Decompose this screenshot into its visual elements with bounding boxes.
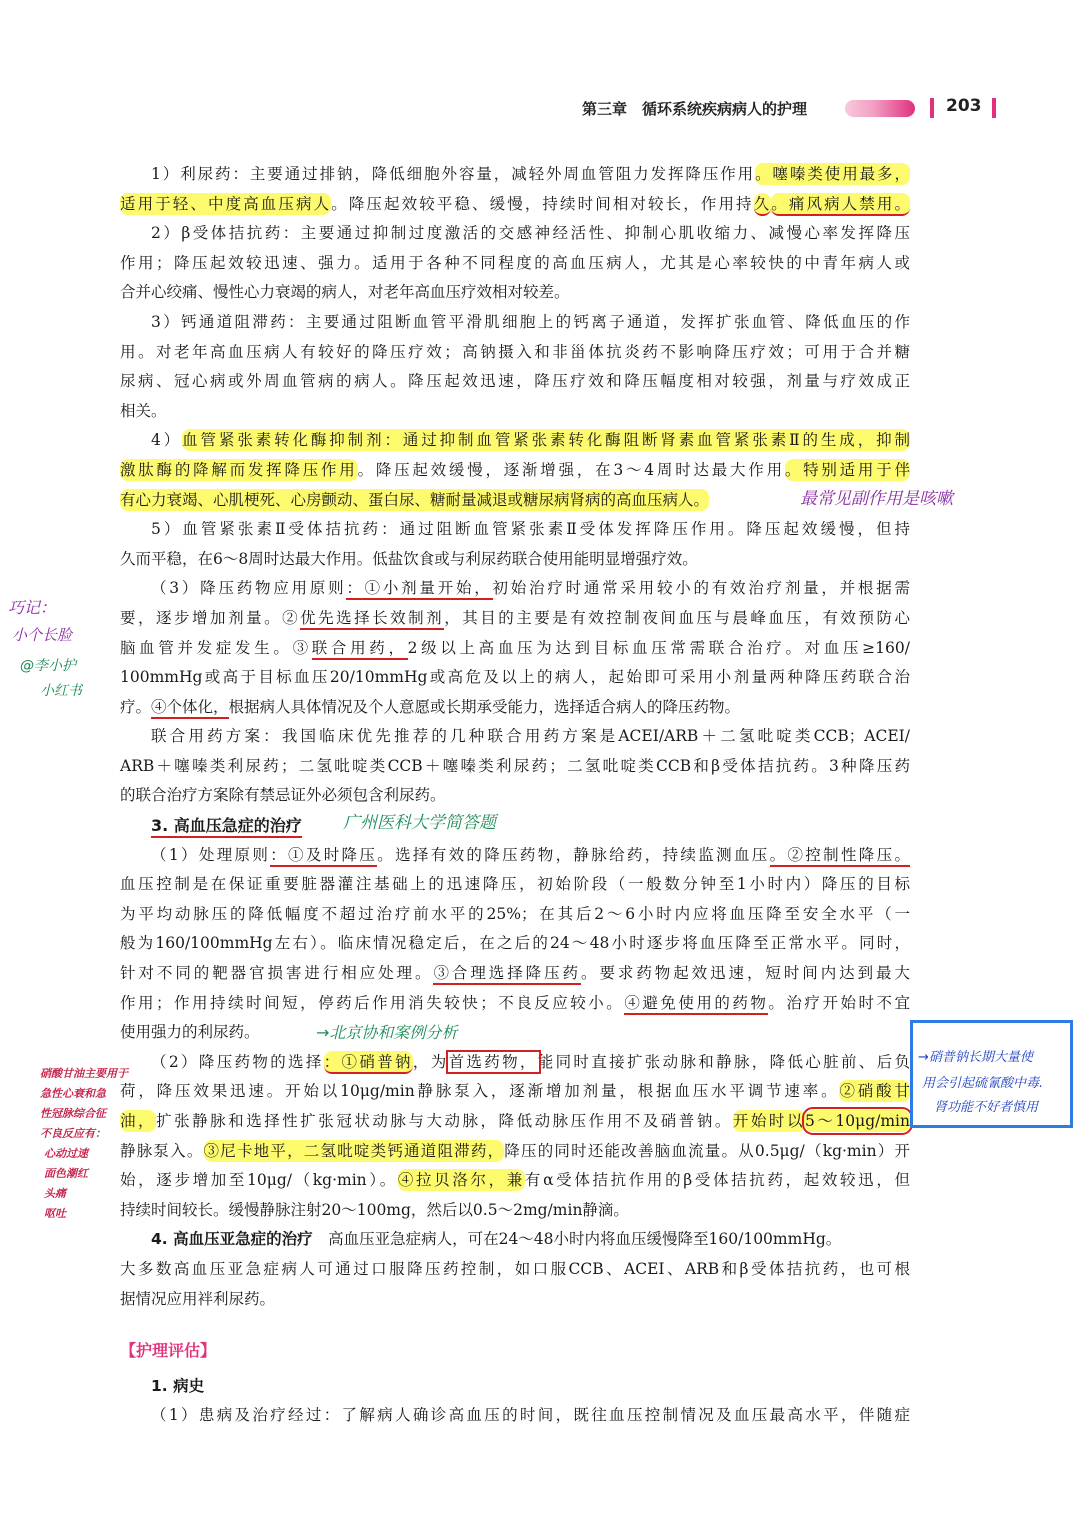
underlined-text: ③合理选择降压药: [433, 964, 581, 985]
text-line: 血压控制是在保证重要脏器灌注基础上的迅速降压，初始阶段（一般数分钟至1小时内）降压的目标: [120, 875, 910, 894]
handwritten-note: 肾功能不好者慎用: [934, 1100, 1039, 1115]
text-line: [120, 1225, 910, 1255]
text-span: 1）利尿药：主要通过排钠，降低细胞外容量，减轻外周血管阻力发挥降压作用: [151, 165, 756, 183]
text-line: 的联合治疗方案除有禁忌证外必须包含利尿药。: [120, 786, 446, 805]
handwritten-note: 呕吐: [44, 1207, 66, 1220]
handwritten-note: 头痛: [44, 1187, 66, 1200]
text-line: 相关。: [120, 401, 167, 420]
handwritten-note: 小红书: [40, 683, 82, 699]
text-line: 联合用药方案：我国临床优先推荐的几种联合用药方案是ACEI/ARB＋二氢吡啶类CCB；ACEI/: [151, 727, 910, 746]
highlighted-text: 油，: [120, 1112, 157, 1130]
underlined-text: 联合用药，: [312, 639, 408, 660]
underlined-text: ：①及时降压: [270, 846, 377, 867]
highlighted-text: 激肽酶的降解而发挥降压作用: [120, 460, 358, 479]
highlighted-text: ④拉贝洛尔，兼: [397, 1171, 525, 1190]
text-span: 。选择有效的降压药物，静脉给药，持续监测血压: [377, 845, 770, 864]
text-span: 4）: [151, 431, 183, 450]
highlighted-text: 。噻嗪类使用最多，: [755, 165, 910, 183]
text-line: [120, 190, 910, 220]
text-span: 荷，降压效果迅速。开始以10μg/min静脉泵入，逐渐增加剂量，根据血压水平调节速率。: [120, 1082, 840, 1101]
highlighted-text: 有心力衰竭、心肌梗死、心房颤动、蛋白尿、糖耐量减退或糖尿病肾病的高血压病人。: [120, 490, 710, 509]
underlined-text: 优先选择长效制剂: [300, 609, 444, 630]
text-span: 能同时直接扩张动脉和静脉，降低心脏前、后负: [537, 1052, 910, 1071]
text-span: 有α受体拮抗作用的β受体拮抗药，起效较迅，但: [524, 1171, 910, 1190]
text-line: [120, 693, 910, 723]
text-line: [120, 456, 910, 486]
underlined-text: ④个体化，: [151, 698, 229, 719]
section-title: 3. 高血压急症的治疗: [151, 816, 302, 838]
text-span: 2级以上高血压为达到目标血压常需联合治疗。对血压≥160/: [407, 638, 910, 657]
handwritten-note: 小个长脸: [12, 626, 73, 644]
text-span: 。治疗开始时不宜: [768, 993, 910, 1012]
text-line: ARB＋噻嗪类利尿药；二氢吡啶类CCB＋噻嗪类利尿药；二氢吡啶类CCB和β受体拮抗药。3种降压药: [120, 756, 910, 775]
handwritten-note: 用会引起硫氰酸中毒.: [922, 1076, 1044, 1091]
text-line: 大多数高血压亚急症病人可通过口服降压药控制，如口服CCB、ACEI、ARB和β受体拮抗药，也可根: [120, 1259, 910, 1278]
text-line: 般为160/100mmHg左右）。临床情况稳定后，在之后的24～48小时逐步将血压降至正常水平。同时，: [120, 934, 910, 953]
text-line: [120, 1137, 910, 1167]
text-line: [120, 959, 910, 989]
text-line: 尿病、冠心病或外周血管病的病人。降压起效迅速，降压疗效和降压幅度相对较强，剂量与疗效成正: [120, 372, 910, 391]
text-line: （1）患病及治疗经过：了解病人确诊高血压的时间，既往血压控制情况及血压最高水平，伴随症: [151, 1406, 910, 1425]
text-span: 初始治疗时通常采用较小的有效治疗剂量，并根据需: [492, 579, 910, 598]
text-span: 始，逐步增加至10μg/（kg·min）。: [120, 1171, 398, 1190]
header-decoration-bar: [845, 100, 915, 117]
handwritten-note: 面色潮红: [44, 1167, 88, 1180]
section-heading: [120, 1336, 910, 1366]
text-span: （2）降压药物的选择: [151, 1052, 324, 1071]
underlined-text: ④避免使用的药物: [624, 994, 768, 1015]
highlighted-text: ②硝酸甘: [839, 1082, 910, 1101]
text-span: 。降压起效缓慢，逐渐增强，在3～4周时达最大作用: [357, 460, 785, 479]
underlined-text: 久: [754, 193, 772, 216]
highlighted-text: 开始时以: [732, 1112, 805, 1130]
handwritten-note: 不良反应有：: [40, 1127, 106, 1140]
highlighted-text: 。特别适用于伴: [784, 460, 910, 479]
text-line: [120, 1048, 910, 1078]
text-line: 3）钙通道阻滞药：主要通过阻断血管平滑肌细胞上的钙离子通道，发挥扩张血管、降低血压的作: [151, 312, 910, 331]
text-span: 。要求药物起效迅速，短时间内达到最大: [581, 964, 910, 983]
text-line: 持续时间较长。缓慢静脉注射20～100mg，然后以0.5～2mg/min静滴。: [120, 1200, 629, 1219]
text-span: 作用；作用持续时间短，停药后作用消失较快；不良反应较小。: [120, 993, 625, 1012]
text-line: 100mmHg或高于目标血压20/10mmHg或高危及以上的病人，起始即可采用小剂量两种降压药联合治: [120, 668, 910, 687]
underlined-text: ：①硝普钠: [324, 1051, 413, 1074]
handwritten-note: →北京协和案例分析: [316, 1023, 458, 1042]
text-line: 2）β受体拮抗药：主要通过抑制过度激活的交感神经活性、抑制心肌收缩力、减慢心率发挥降压: [151, 224, 910, 243]
underlined-text: 。痛风病人禁用。: [771, 193, 910, 216]
text-line: 合并心绞痛、慢性心力衰竭的病人，对老年高血压疗效相对较差。: [120, 283, 570, 302]
handwritten-note: 巧记：: [8, 598, 57, 617]
text-span: 高血压亚急症病人，可在24～48小时内将血压缓慢降至160/100mmHg。: [312, 1230, 842, 1249]
text-span: 静脉泵入。: [120, 1141, 204, 1160]
subsection-title: 1. 病史: [151, 1376, 205, 1395]
text-line: 5）血管紧张素Ⅱ受体拮抗药：通过阻断血管紧张素Ⅱ受体发挥降压作用。降压起效缓慢，但持: [151, 520, 910, 539]
page-body: [120, 160, 910, 1431]
handwritten-note: 广州医科大学简答题: [343, 813, 496, 833]
text-line: [120, 841, 910, 871]
section-heading: [120, 811, 910, 841]
text-line: [120, 160, 910, 190]
text-line: [120, 604, 910, 634]
header-divider: [992, 98, 996, 118]
highlighted-text: ③尼卡地平，二氢吡啶类钙通道阻滞药，: [203, 1141, 505, 1160]
text-line: [120, 1166, 910, 1196]
page-header: [560, 96, 1020, 124]
text-span: 降压的同时还能改善脑血流量。从0.5μg/（kg·min）开: [504, 1141, 910, 1160]
text-line: [120, 1077, 910, 1107]
text-line: 用。对老年高血压病人有较好的降压疗效；高钠摄入和非甾体抗炎药不影响降压疗效；可用于合并糖: [120, 342, 910, 361]
section-heading: [120, 1372, 910, 1402]
text-line: [120, 1107, 910, 1137]
text-line: 久而平稳，在6～8周时达最大作用。低盐饮食或与利尿药联合使用能明显增强疗效。: [120, 549, 698, 568]
highlighted-text: 血管紧张素转化酶抑制剂：通过抑制血管紧张素转化酶阻断肾素血管紧张素Ⅱ的生成，抑制: [182, 431, 910, 450]
text-span: （3）降压药物应用原则: [151, 579, 347, 598]
boxed-text: 首选药物，: [448, 1052, 538, 1071]
text-line: 使用强力的利尿药。: [120, 1023, 260, 1042]
text-line: 作用；降压起效较迅速、强力。适用于各种不同程度的高血压病人，尤其是心率较快的中青年病人或: [120, 253, 910, 272]
text-line: [120, 574, 910, 604]
text-span: ，其目的主要是有效控制夜间血压与晨峰血压，有效预防心: [444, 608, 910, 627]
underlined-text: 。②控制性降压。: [770, 846, 910, 867]
text-span: 疗。: [120, 697, 152, 716]
text-line: 为平均动脉压的降低幅度不超过治疗前水平的25%；在其后2～6小时内应将血压降至安全水平（一: [120, 904, 910, 923]
text-span: ，为: [412, 1052, 449, 1071]
handwritten-note: 硝酸甘油主要用于: [40, 1067, 128, 1080]
text-span: （1）处理原则: [151, 845, 271, 864]
handwritten-note: 性冠脉综合征: [40, 1107, 106, 1120]
text-span: 。降压起效较平稳、缓慢，持续时间相对较长，作用持: [331, 194, 754, 213]
handwritten-note: 最常见副作用是咳嗽: [800, 489, 953, 509]
handwritten-note: @李小护: [20, 658, 76, 674]
text-line: [120, 426, 910, 456]
section-title: 4. 高血压亚急症的治疗: [151, 1230, 313, 1249]
text-span: 根据病人具体情况及个人意愿或长期承受能力，选择适合病人的降压药物。: [228, 697, 741, 716]
text-span: 扩张静脉和选择性扩张冠状动脉与大动脉，降低动脉压作用不及硝普钠。: [156, 1112, 733, 1130]
handwritten-note: 急性心衰和急: [40, 1087, 106, 1100]
handwritten-note: →硝普钠长期大量使: [918, 1050, 1033, 1065]
text-span: 针对不同的靶器官损害进行相应处理。: [120, 964, 434, 983]
nursing-assessment-title: 【护理评估】: [120, 1341, 217, 1361]
boxed-text: 5～10μg/min: [804, 1112, 910, 1130]
handwritten-note: 心动过速: [44, 1147, 88, 1160]
highlighted-text: 适用于轻、中度高血压病人: [120, 194, 332, 213]
text-span: 要，逐步增加剂量。②: [120, 608, 301, 627]
text-line: [120, 634, 910, 664]
text-line: 据情况应用袢利尿药。: [120, 1289, 276, 1308]
chapter-title: 第三章 循环系统疾病病人的护理: [582, 100, 808, 118]
underlined-text: ：①小剂量开始，: [346, 579, 492, 600]
text-line: [120, 486, 910, 516]
page-number: 203: [946, 96, 982, 116]
text-span: 脑血管并发症发生。③: [120, 638, 312, 657]
header-divider: [930, 98, 934, 118]
text-line: [120, 989, 910, 1019]
